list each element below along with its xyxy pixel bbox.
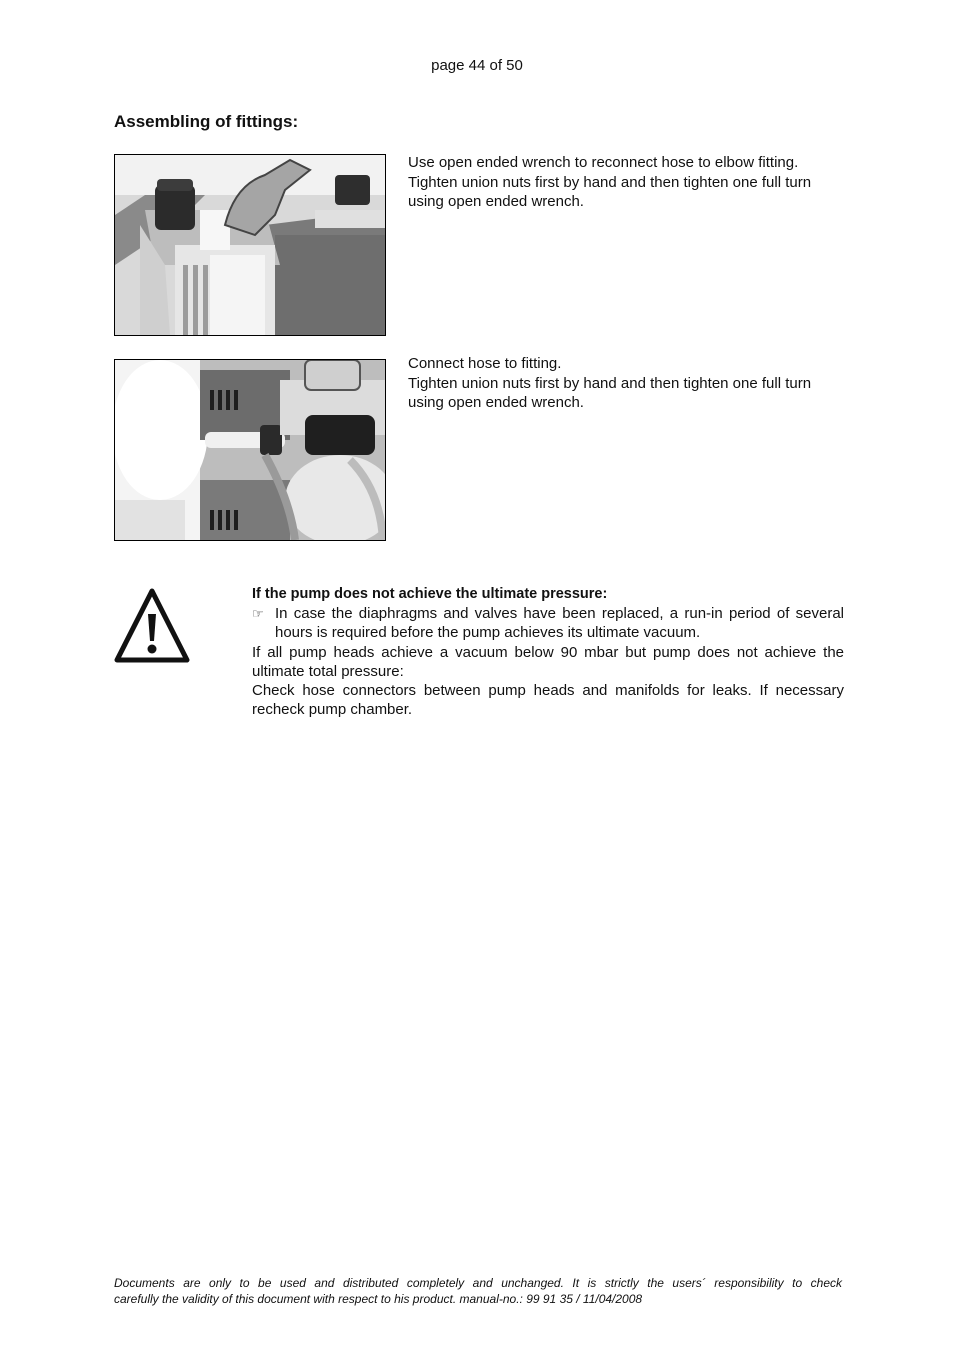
step-1-instructions <box>408 153 848 212</box>
step-2-line-1: Connect hose to fitting. <box>408 355 562 372</box>
section-title: Assembling of fittings: <box>114 112 299 131</box>
pointing-hand-icon: ☞ <box>252 606 264 622</box>
photo-wrench-elbow-fitting <box>114 154 386 336</box>
step-2-line-2: Tighten union nuts first by hand and then tighten one full turn using open ended wrench. <box>408 374 812 411</box>
footer-line-2: carefully the validity of this document with respect to his product. manual-no.: 99 91 35 / 11/04/2008 <box>114 1291 643 1306</box>
photo-hose-to-fitting <box>114 359 386 541</box>
warning-paragraph-1: If all pump heads achieve a vacuum below 90 mbar but pump does not achieve the ultimate total pressure: <box>252 643 844 680</box>
warning-paragraph-2: Check hose connectors between pump heads and manifolds for leaks. If necessary recheck pump chamber. <box>252 682 844 719</box>
footer-disclaimer <box>114 1276 842 1307</box>
warning-bullet-text: In case the diaphragms and valves have been replaced, a run-in period of several hours is required before the pump achieves its ultimate vacuum. <box>275 605 844 642</box>
step-1-line-2: Tighten union nuts first by hand and then tighten one full turn using open ended wrench. <box>408 173 812 210</box>
step-2-instructions <box>408 354 848 413</box>
warning-heading: If the pump does not achieve the ultimate pressure: <box>252 586 608 602</box>
warning-triangle-icon <box>113 586 191 666</box>
page-number: page 44 of 50 <box>431 57 523 74</box>
footer-line-1: Documents are only to be used and distributed completely and unchanged. It is strictly the users´ responsibility to check <box>114 1276 842 1290</box>
warning-block <box>252 585 844 719</box>
step-1-line-1: Use open ended wrench to reconnect hose to elbow fitting. <box>408 154 799 171</box>
warning-bullet <box>252 604 844 642</box>
